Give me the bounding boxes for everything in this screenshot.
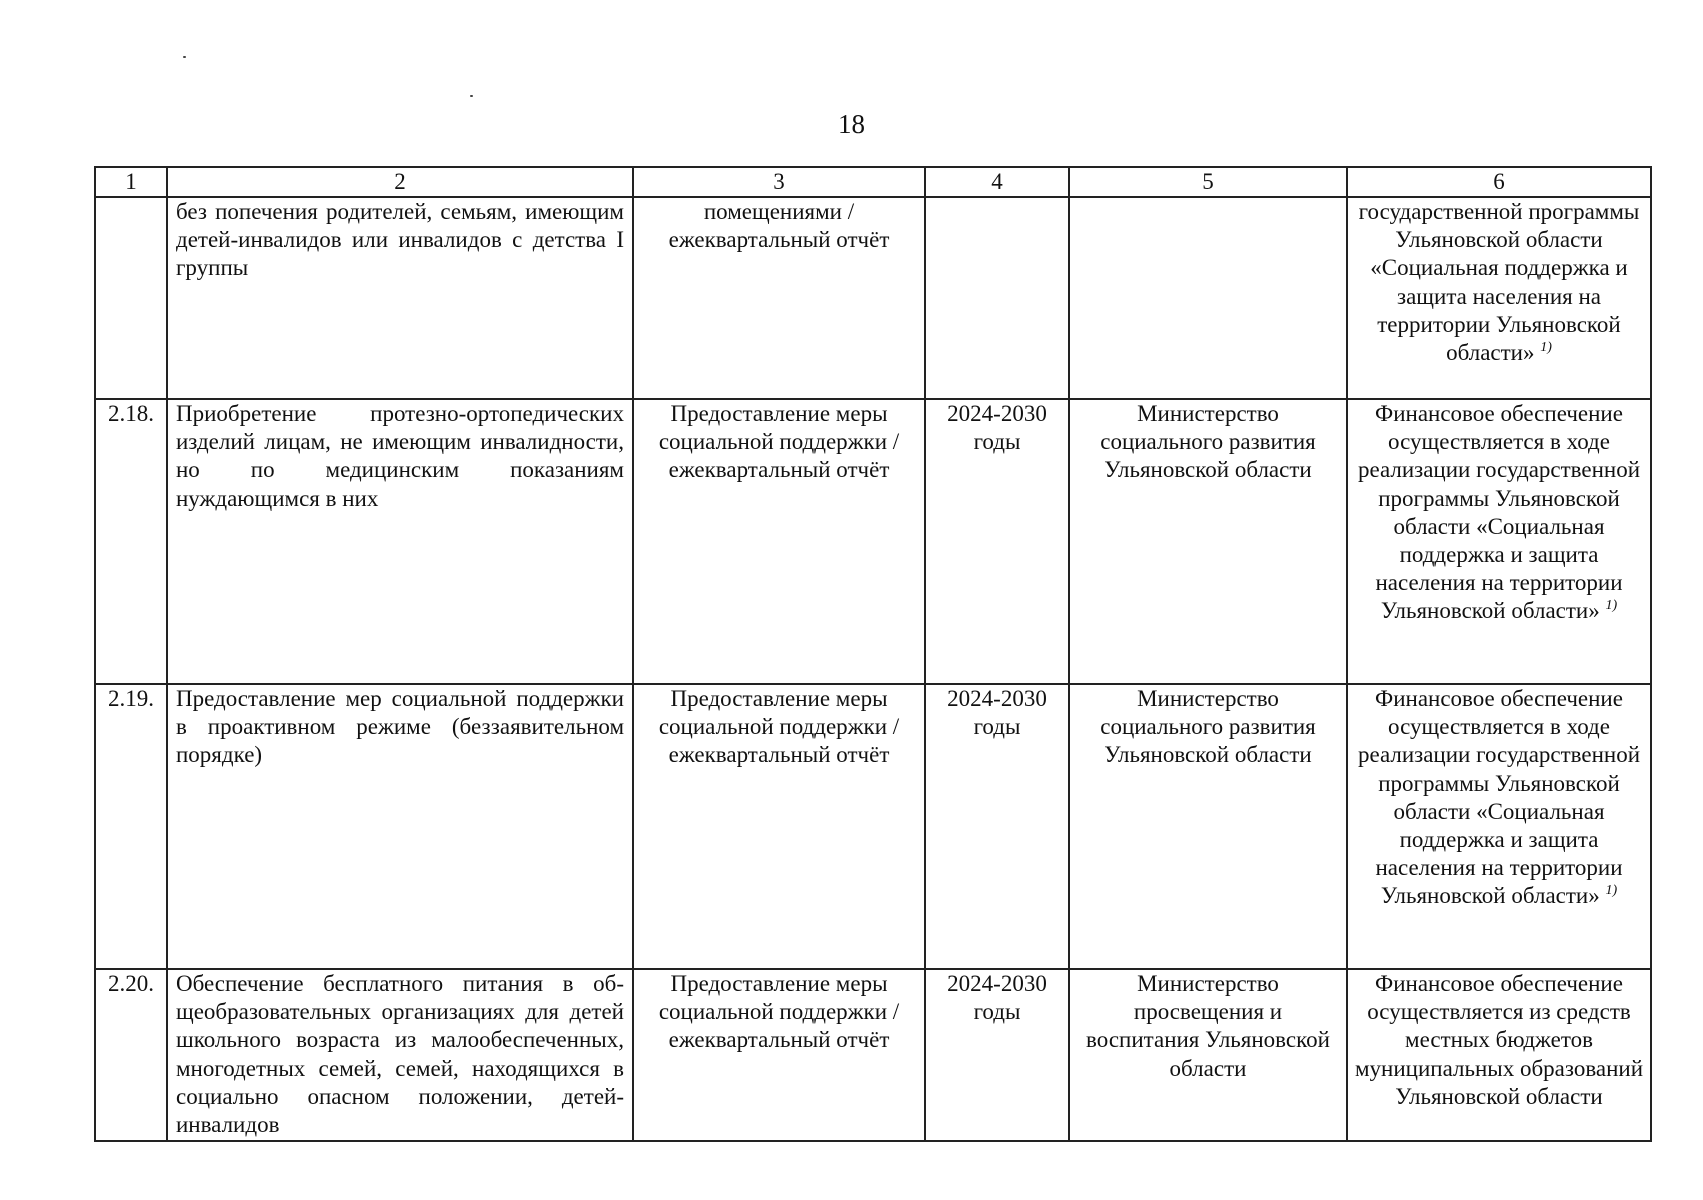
- measure-description: Приобретение протезно-ортопедических изделий лицам, не имеющим инвалидности, но по медицинским показаниям нуждающимся в них: [167, 399, 633, 684]
- financing-text: Финансовое обеспечение осуществляется в ходе реализации государственной программы Ульяновской области «Социальная поддержка и защита населения на территории Ульяновской области»: [1357, 686, 1641, 909]
- scan-speck: [183, 56, 186, 58]
- row-number: 2.18.: [95, 399, 167, 684]
- responsible-executor: Министерство просвещения и воспитания Ульяновской области: [1069, 969, 1347, 1141]
- implementation-form: Предоставление меры социальной поддержки / ежеквартальный отчёт: [633, 399, 925, 684]
- row-number: [95, 197, 167, 399]
- financing-source: [1347, 684, 1651, 969]
- measure-description: Предоставление мер социальной поддержки в проактивном режиме (беззаявительном порядке): [167, 684, 633, 969]
- financing-text: Финансовое обеспечение осуществляется из средств местных бюджетов муниципальных образований Ульяновской области: [1354, 971, 1644, 1109]
- financing-source: [1347, 969, 1651, 1141]
- implementation-form: помещениями / ежеквартальный отчёт: [633, 197, 925, 399]
- measures-table-container: [94, 166, 1650, 1142]
- column-header: 3: [633, 167, 925, 197]
- measure-description: Обеспечение бесплатного питания в общеобразовательных организациях для детей школьного возраста из малообеспеченных, многодетных семей, семей, находящихся в социально опасном положении, детей-инвалидов: [167, 969, 633, 1141]
- column-header: 2: [167, 167, 633, 197]
- column-header: 1: [95, 167, 167, 197]
- scan-speck: [470, 95, 473, 97]
- table-header-row: [95, 167, 1651, 197]
- implementation-form: Предоставление меры социальной поддержки / ежеквартальный отчёт: [633, 684, 925, 969]
- column-header: 6: [1347, 167, 1651, 197]
- implementation-years: 2024-2030 годы: [925, 399, 1069, 684]
- measure-description: без попечения родителей, семьям, имеющим детей-инвалидов или инвалидов с детства I группы: [167, 197, 633, 399]
- footnote-mark: 1): [1540, 340, 1552, 356]
- financing-text: государственной программы Ульяновской области «Социальная поддержка и защита населения на территории Ульяновской области»: [1358, 199, 1640, 366]
- responsible-executor: Министерство социального развития Ульяновской области: [1069, 684, 1347, 969]
- financing-source: [1347, 197, 1651, 399]
- responsible-executor: Министерство социального развития Ульяновской области: [1069, 399, 1347, 684]
- table-row: [95, 197, 1651, 399]
- footnote-mark: 1): [1605, 883, 1618, 899]
- financing-source: [1347, 399, 1651, 684]
- implementation-years: [925, 197, 1069, 399]
- responsible-executor: [1069, 197, 1347, 399]
- table-row: [95, 399, 1651, 684]
- table-row: [95, 969, 1651, 1141]
- column-header: 5: [1069, 167, 1347, 197]
- implementation-form: Предоставление меры социальной поддержки / ежеквартальный отчёт: [633, 969, 925, 1141]
- row-number: 2.19.: [95, 684, 167, 969]
- footnote-mark: 1): [1605, 598, 1618, 614]
- row-number: 2.20.: [95, 969, 167, 1141]
- implementation-years: 2024-2030 годы: [925, 684, 1069, 969]
- financing-text: Финансовое обеспечение осуществляется в ходе реализации государственной программы Ульяновской области «Социальная поддержка и защита населения на территории Ульяновской области»: [1357, 401, 1641, 624]
- implementation-years: 2024-2030 годы: [925, 969, 1069, 1141]
- page-number: 18: [838, 109, 865, 139]
- column-header: 4: [925, 167, 1069, 197]
- table-row: [95, 684, 1651, 969]
- measures-table: [94, 166, 1652, 1142]
